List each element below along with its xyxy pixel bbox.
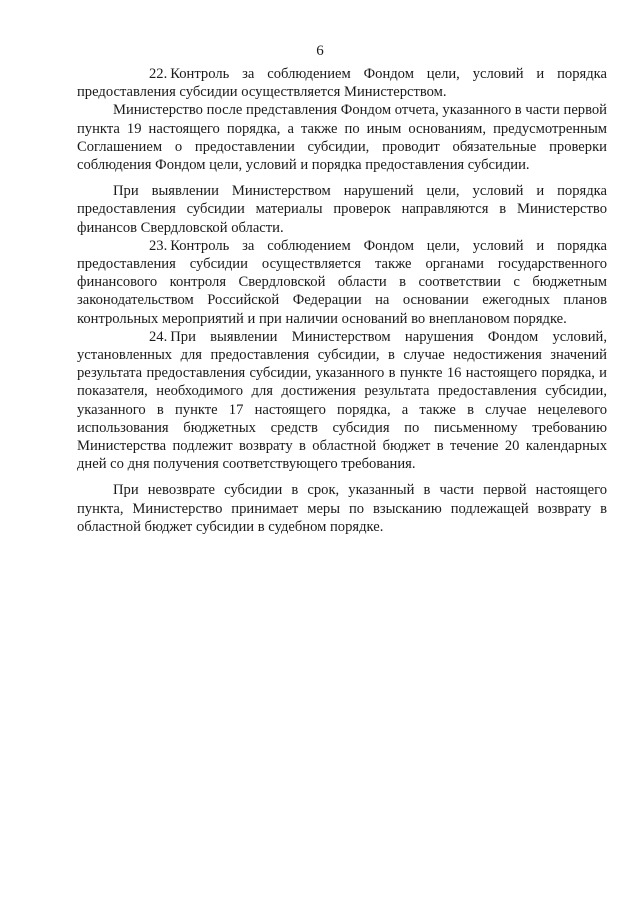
paragraph-text: При невозврате субсидии в срок, указанный в части первой настоящего пункта, Министерство принимает меры по взысканию подлежащей возврату в областной бюджет субсидии в судебном порядке. (77, 482, 607, 535)
paragraph-number: 22. (149, 66, 168, 82)
document-body (77, 65, 607, 536)
page-number: 6 (316, 43, 324, 59)
paragraph-23 (77, 237, 607, 328)
paragraph-number: 23. (149, 237, 168, 254)
paragraph-text: При выявлении Министерством нарушения Фондом условий, установленных для предоставления субсидии, в случае недостижения значений результата предоставления субсидии, указанного в пункте 16 настоящего порядка, и показателя, необходимого для достижения результата предоставления субсидии, указанного в пункте 17 настоящего порядка, а также в случае нецелевого использования бюджетных средств субсидия по письменному требованию Министерства подлежит возврату в областной бюджет в течение 20 календарных дней со дня получения соответствующего требования. (77, 328, 607, 473)
paragraph-22 (77, 65, 607, 101)
paragraph-text: Министерство после представления Фондом отчета, указанного в части первой пункта 19 настоящего порядка, а также по иным основаниям, предусмотренным Соглашением о предоставлении субсидии, проводит обязательные проверки соблюдения Фондом цели, условий и порядка предоставления субсидии. (77, 102, 607, 174)
paragraph-22-violations (77, 182, 607, 237)
paragraph-text: При выявлении Министерством нарушений цели, условий и порядка предоставления субсидии материалы проверок направляются в Министерство финансов Свердловской области. (77, 183, 607, 236)
paragraph-text: Контроль за соблюдением Фондом цели, условий и порядка предоставления субсидии осуществляется Министерством. (77, 66, 607, 101)
paragraph-24-nonreturn (77, 481, 607, 536)
paragraph-22-inspections (77, 101, 607, 174)
paragraph-number: 24. (149, 328, 168, 345)
paragraph-24 (77, 328, 607, 474)
paragraph-text: Контроль за соблюдением Фондом цели, условий и порядка предоставления субсидии осуществляется также органами государственного финансового контроля Свердловской области в соответствии с бюджетным законодательством Российской Федерации на основании ежегодных планов контрольных мероприятий и при наличии оснований во внеплановом порядке. (77, 237, 607, 327)
